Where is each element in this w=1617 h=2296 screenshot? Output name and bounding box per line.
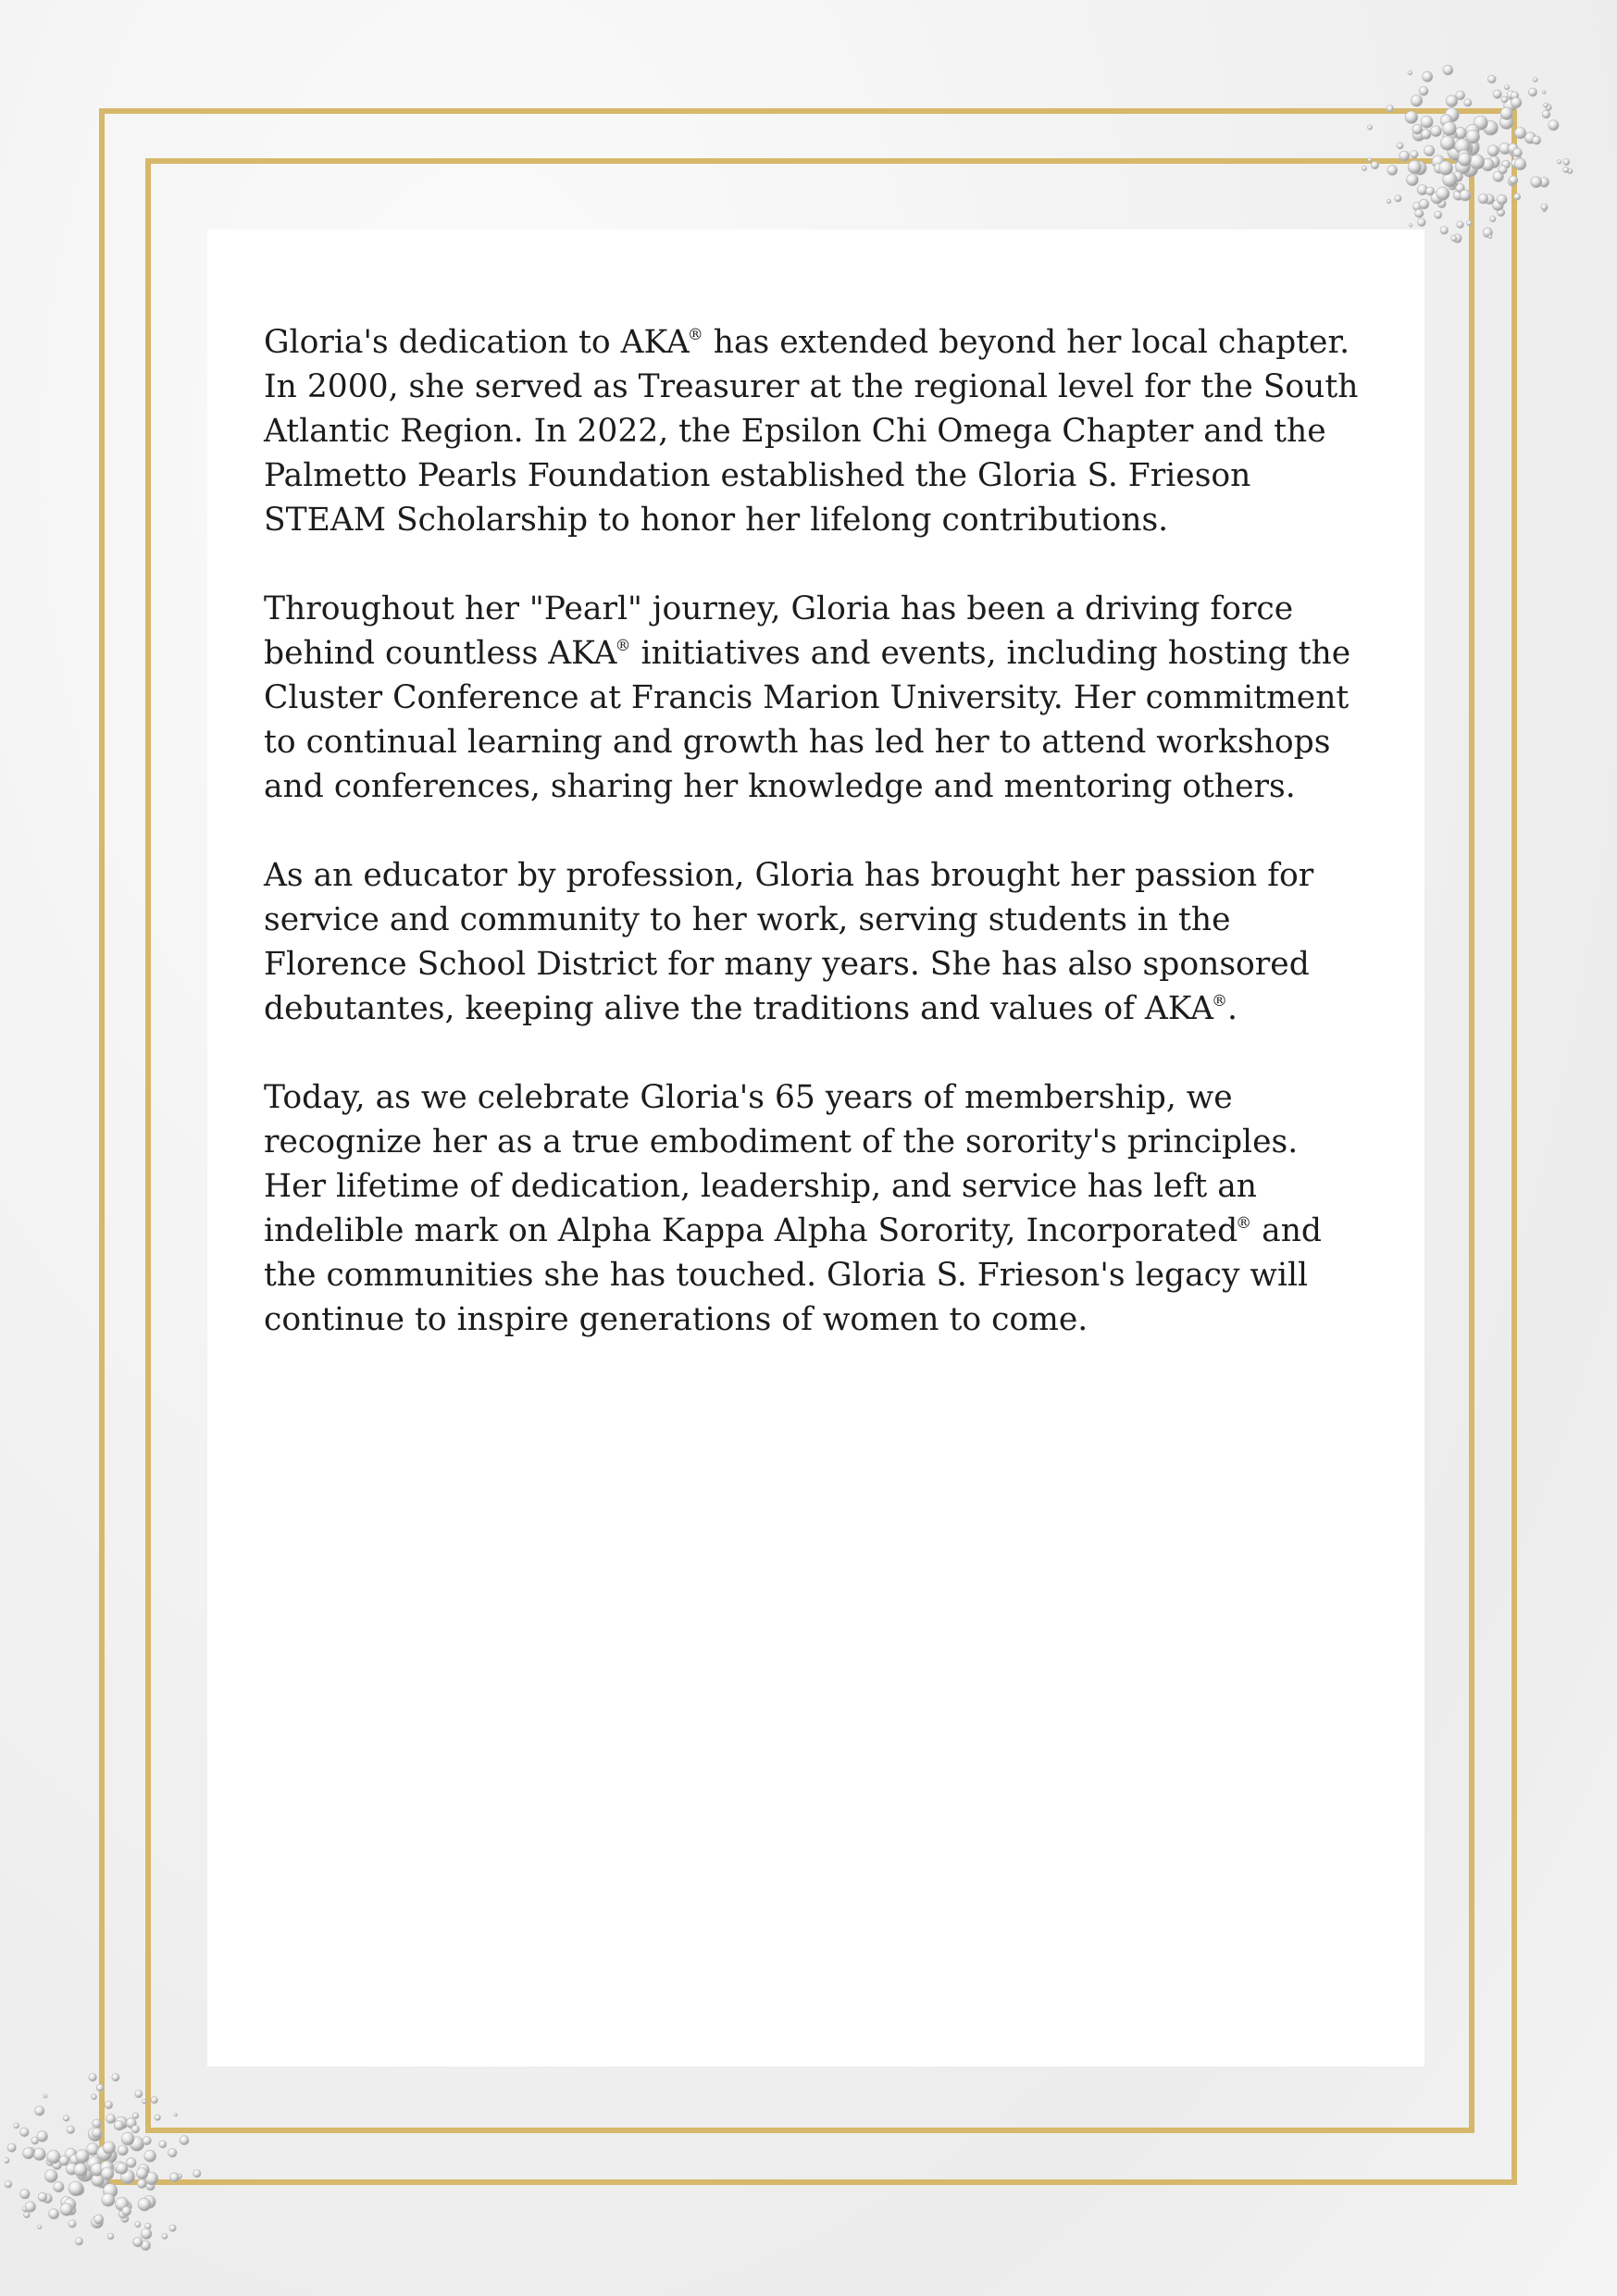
pearl-bead [1419, 87, 1428, 96]
pearl-bead [103, 2141, 116, 2154]
pearl-bead [1438, 161, 1452, 175]
pearl-bead [193, 2170, 201, 2178]
pearl-bead [35, 2106, 44, 2116]
pearl-bead [1437, 187, 1449, 200]
pearl-bead [7, 2143, 16, 2152]
pearl-bead [127, 2158, 137, 2168]
pearl-bead [1513, 148, 1523, 157]
pearl-bead [63, 2116, 69, 2122]
pearl-bead [1411, 151, 1418, 158]
paragraph-3-text-b: . [1227, 990, 1238, 1027]
pearl-bead [1514, 128, 1525, 139]
pearl-bead [1440, 227, 1449, 235]
pearl-bead [117, 2163, 128, 2174]
pearl-bead [67, 2126, 75, 2134]
pearl-bead [1442, 122, 1456, 136]
text-card [207, 230, 1424, 2066]
pearl-bead [102, 2193, 115, 2206]
pearl-bead [75, 2238, 82, 2245]
pearl-bead [169, 2173, 179, 2182]
pearl-bead [1371, 161, 1378, 168]
pearl-bead [112, 2074, 119, 2081]
paragraph-2 [264, 587, 1370, 809]
pearl-bead [121, 2132, 134, 2145]
paragraph-3-text-a: As an educator by profession, Gloria has brought her passion for service and community to her work, serving students in the Florence School District for many years. She has also sponsored debutantes, keeping alive the traditions and values of AKA [264, 857, 1314, 1027]
pearl-bead [1431, 126, 1442, 137]
pearl-bead [159, 2141, 167, 2148]
pearl-bead [1457, 221, 1464, 229]
pearl-bead [138, 2198, 151, 2211]
pearl-bead [1490, 216, 1496, 221]
pearl-bead [1387, 105, 1393, 112]
pearl-bead [1362, 166, 1366, 170]
pearl-bead [1411, 95, 1422, 106]
pearl-bead [1421, 130, 1431, 140]
paragraph-2-text-b: initiatives and events, including hosting the Cluster Conference at Francis Marion University. Her commitment to continual learning and growth has led her to attend workshops and conferences, sharing her knowledge and mentoring others. [264, 635, 1351, 805]
pearl-bead [1493, 90, 1501, 98]
pearl-bead [1421, 116, 1433, 128]
pearl-bead [1440, 136, 1455, 151]
tribute-text [264, 320, 1370, 1386]
pearl-bead [1533, 136, 1541, 144]
pearl-bead [1531, 177, 1542, 188]
pearl-bead [1397, 143, 1403, 149]
pearl-bead [1501, 96, 1508, 103]
pearl-bead [143, 2137, 151, 2145]
pearl-bead [135, 2091, 143, 2098]
pearl-bead [132, 2113, 139, 2119]
pearl-bead [1435, 211, 1442, 218]
pearl-bead [136, 2167, 147, 2178]
pearl-bead [1544, 103, 1549, 107]
paragraph-4-text-b: and the communities she has touched. Gloria S. Frieson's legacy will continue to inspire generations of women to come. [264, 1212, 1323, 1338]
pearl-bead [1368, 125, 1373, 130]
registered-mark: ® [615, 636, 631, 655]
pearl-bead [1443, 65, 1453, 75]
pearl-bead [144, 2150, 156, 2162]
pearl-bead [1488, 235, 1492, 239]
pearl-bead [38, 2225, 43, 2229]
pearl-bead [1499, 166, 1507, 174]
pearl-bead [1412, 124, 1423, 134]
pearl-bead [141, 2228, 152, 2240]
pearl-bead [1407, 174, 1419, 186]
pearl-bead [1460, 190, 1471, 201]
pearl-bead [122, 2206, 131, 2215]
pearl-bead [162, 2233, 168, 2239]
pearl-bead [89, 2073, 97, 2081]
paragraph-1-text-a: Gloria's dedication to AKA [264, 324, 690, 361]
pearl-bead [169, 2225, 176, 2231]
pearl-bead [107, 2233, 114, 2240]
registered-mark: ® [1212, 991, 1228, 1011]
pearl-bead [1504, 85, 1509, 90]
pearl-bead [1510, 176, 1518, 184]
pearl-bead [1563, 167, 1569, 172]
pearl-bead [1387, 199, 1391, 204]
paragraph-2-text-a: Throughout her "Pearl" journey, Gloria has been a driving force behind countless AKA [264, 590, 1294, 672]
pearl-bead [1466, 130, 1480, 143]
pearl-bead [105, 2101, 112, 2108]
pearl-bead [174, 2113, 178, 2116]
pearl-bead [1470, 155, 1485, 169]
pearl-bead [1464, 99, 1472, 106]
pearl-bead [114, 2120, 124, 2130]
pearl-bead [74, 2163, 87, 2176]
pearl-bead [1399, 151, 1410, 161]
pearl-bead [92, 2094, 97, 2100]
pearl-bead [33, 2148, 45, 2160]
pearl-bead [1458, 153, 1471, 166]
pearl-bead [20, 2128, 30, 2137]
pearl-bead [1542, 91, 1546, 94]
pearl-bead [135, 2222, 141, 2228]
pearl-bead [1557, 160, 1561, 164]
pearl-bead [1497, 194, 1507, 205]
registered-mark: ® [687, 325, 703, 344]
pearl-bead [1415, 209, 1424, 217]
pearl-bead [1395, 195, 1401, 202]
pearl-bead [47, 2150, 61, 2164]
pearl-bead [59, 2156, 69, 2166]
pearl-bead [1408, 70, 1412, 75]
pearl-bead [137, 2179, 146, 2189]
pearl-bead [44, 2094, 47, 2098]
pearl-bead [1426, 187, 1435, 195]
pearl-bead [1549, 120, 1559, 130]
pearl-bead [1408, 160, 1421, 173]
pearl-bead [118, 2145, 128, 2155]
pearl-bead [151, 2097, 157, 2104]
pearl-bead [1424, 145, 1435, 156]
pearl-bead [93, 2119, 102, 2128]
pearl-bead [1478, 194, 1488, 205]
pearl-bead [1541, 204, 1548, 210]
pearl-bead [54, 2181, 64, 2191]
pearl-bead [49, 2209, 59, 2219]
pearl-bead [5, 2180, 12, 2188]
pearl-bead [96, 2084, 104, 2091]
pearl-bead [131, 2126, 140, 2134]
pearl-bead [1542, 110, 1550, 118]
pearl-bead [1368, 158, 1372, 162]
pearl-bead [1467, 220, 1473, 226]
pearl-bead [1514, 158, 1526, 170]
pearl-bead [93, 2128, 103, 2138]
pearl-bead [1409, 224, 1412, 228]
paragraph-1 [264, 320, 1370, 542]
pearl-bead [1511, 97, 1522, 107]
pearl-bead [31, 2137, 39, 2144]
paragraph-1-text-b: has extended beyond her local chapter. In 2000, she served as Treasurer at the regional level for the South Atlantic Region. In 2022, the Epsilon Chi Omega Chapter and the Palmetto Pearls Foundation established the Gloria S. Frieson STEAM Scholarship to honor her lifelong contributions. [264, 324, 1359, 539]
pearl-bead [5, 2157, 9, 2163]
pearl-bead [1487, 75, 1496, 83]
pearl-bead [25, 2202, 35, 2212]
pearl-bead [1405, 111, 1418, 124]
pearl-bead [1456, 91, 1465, 100]
pearl-bead [1563, 159, 1570, 166]
pearl-bead [1514, 193, 1521, 200]
pearl-bead [1487, 145, 1499, 156]
pearl-bead [94, 2215, 104, 2224]
pearl-cluster-decoration-bottom-left [5, 2071, 213, 2270]
paragraph-4 [264, 1075, 1370, 1342]
pearl-bead [1451, 236, 1457, 242]
paragraph-4-text-a: Today, as we celebrate Gloria's 65 years of membership, we recognize her as a true embodiment of the sorority's principles. Her lifetime of dedication, leadership, and service has left an indelible mark on Alpha Kappa Alpha Sorority, Incorporated [264, 1079, 1299, 1249]
pearl-bead [168, 2149, 178, 2158]
pearl-bead [155, 2115, 161, 2121]
paragraph-3 [264, 853, 1370, 1031]
pearl-bead [68, 2220, 76, 2228]
pearl-bead [68, 2181, 83, 2196]
pearl-bead [24, 2212, 31, 2218]
pearl-bead [106, 2115, 116, 2124]
pearl-bead [1500, 107, 1512, 119]
pearl-bead [44, 2170, 57, 2183]
pearl-bead [1423, 71, 1433, 81]
pearl-bead [1418, 218, 1426, 227]
pearl-bead [101, 2167, 114, 2180]
pearl-bead [60, 2203, 73, 2216]
pearl-bead [14, 2123, 19, 2128]
registered-mark: ® [1236, 1213, 1252, 1233]
pearl-bead [133, 2238, 143, 2247]
pearl-bead [1533, 78, 1537, 82]
pearl-bead [76, 2150, 89, 2163]
pearl-bead [1387, 166, 1398, 176]
pearl-bead [1528, 88, 1536, 96]
pearl-bead [23, 2148, 34, 2159]
pearl-bead [1419, 199, 1429, 209]
pearl-bead [20, 2190, 30, 2199]
pearl-bead [180, 2136, 189, 2145]
pearl-bead [38, 2192, 47, 2202]
pearl-bead [143, 2099, 147, 2104]
